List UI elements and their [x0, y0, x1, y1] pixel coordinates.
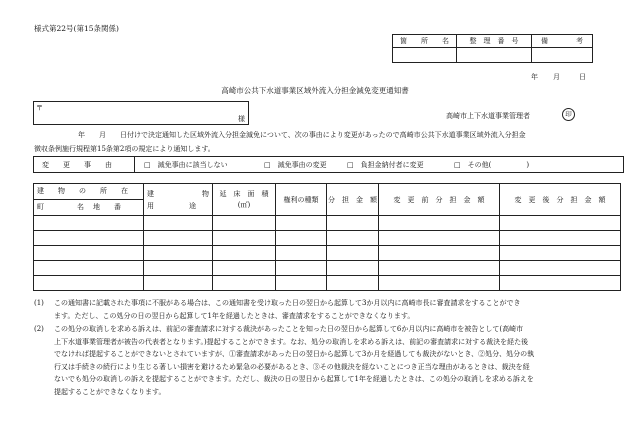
- reason-option-not-eligible[interactable]: □ 減免事由に該当しない: [144, 161, 228, 169]
- header-table: [392, 34, 593, 63]
- use-cell[interactable]: [144, 216, 213, 231]
- header-note-cell: [532, 35, 593, 48]
- header-ref-cell: [457, 35, 532, 48]
- building-location-title: 建 物 の 所 在: [34, 184, 143, 200]
- note-1: [34, 297, 624, 322]
- note-1-line-1: この通知書に記載された事項に不服がある場合は、この通知書を受け取った日の翌日から起算して3か月以内に高崎市長に審査請求をすることができ: [54, 299, 521, 307]
- note-2-label: (2): [34, 325, 44, 333]
- note-1-text: [34, 297, 624, 322]
- table-row: [34, 276, 621, 291]
- share-cell[interactable]: [327, 261, 379, 276]
- building-location-header: [34, 184, 144, 216]
- right-cell[interactable]: [276, 246, 327, 261]
- area-cell[interactable]: [213, 246, 276, 261]
- use-cell[interactable]: [144, 246, 213, 261]
- district-value[interactable]: [393, 48, 457, 63]
- sender-name: 高崎市上下水道事業管理者: [446, 112, 530, 120]
- building-use-char-2: 物: [202, 190, 209, 198]
- before-cell[interactable]: [379, 231, 500, 246]
- share-amount-label: 分 担 金 額: [328, 195, 377, 204]
- district-label: 箇 所 名: [400, 37, 449, 45]
- name-label: 名: [77, 203, 84, 211]
- area-cell[interactable]: [213, 216, 276, 231]
- seal-label: 印: [565, 110, 572, 118]
- after-amount-header: [500, 184, 621, 216]
- area-cell[interactable]: [213, 231, 276, 246]
- notes: [34, 297, 624, 398]
- remarks-label: 備 考: [541, 37, 583, 45]
- date-year: 年: [531, 73, 538, 81]
- before-cell[interactable]: [379, 276, 500, 291]
- note-2-line-6: 提起することができなくなります。: [54, 387, 166, 396]
- reason-divider: [134, 157, 135, 172]
- after-cell[interactable]: [500, 246, 621, 261]
- before-amount-label: 変 更 前 分 担 金 額: [393, 195, 485, 204]
- town-label: 町: [37, 203, 44, 211]
- area-cell[interactable]: [213, 276, 276, 291]
- postal-mark: 〒: [36, 104, 43, 112]
- right-type-label: 権利の種類: [283, 195, 319, 204]
- note-2-line-4: 行又は手続きの続行により生じる著しい損害を避けるため緊急の必要があるとき、③その他裁決を経ないことにつき正当な理由があるときは、裁決を経: [54, 362, 530, 371]
- after-amount-label: 変 更 後 分 担 金 額: [514, 195, 606, 204]
- note-2: [34, 323, 624, 398]
- location-cell[interactable]: [34, 276, 144, 291]
- note-2-line-3: でなければ提起することができないとされていますが、①審査請求があった日の翌日から起算して3か月を経過しても裁決がないとき、②処分、処分の執: [54, 350, 535, 358]
- before-amount-header: [379, 184, 500, 216]
- right-cell[interactable]: [276, 231, 327, 246]
- right-cell[interactable]: [276, 261, 327, 276]
- note-2-line-5: ないでも処分の取消しの訴えを提起することができます。ただし、裁決の日の翌日から起算して1年を経過したときは、この処分の取消しを求める訴えを: [54, 375, 534, 383]
- reference-number-label: 整 理 番 号: [469, 37, 519, 45]
- building-use-header: [144, 184, 213, 216]
- before-cell[interactable]: [379, 216, 500, 231]
- share-amount-header: [327, 184, 379, 216]
- header-district-cell: [393, 35, 457, 48]
- table-row: [34, 231, 621, 246]
- floor-area-unit: (㎡): [237, 200, 251, 209]
- date-day: 日: [579, 73, 586, 81]
- honorific: 様: [238, 115, 245, 123]
- building-use-line-2: 用 途: [147, 202, 196, 210]
- use-cell[interactable]: [144, 261, 213, 276]
- use-cell[interactable]: [144, 276, 213, 291]
- body-line-2: 徴収条例施行規程第15条第2項の規定により通知します。: [34, 145, 215, 153]
- lot-label: 地 番: [93, 203, 121, 211]
- seal-mark: [562, 108, 575, 121]
- note-2-text: [34, 323, 624, 398]
- location-cell[interactable]: [34, 231, 144, 246]
- note-2-line-2: 上下水道事業管理者が被告の代表者となります。)提起することができます。なお、処分の取消しを求める訴えは、前記の審査請求に対する裁決を経た後: [54, 337, 529, 346]
- change-reason-label: 変 更 事 由: [42, 161, 112, 169]
- location-sub-header: [34, 200, 143, 215]
- use-cell[interactable]: [144, 231, 213, 246]
- body-line-1: 年 月 日付けで決定通知した区域外流入分担金減免について、次の事由により変更があったので高崎市公共下水道事業区域外流入分担金: [64, 131, 526, 139]
- reference-number-value[interactable]: [457, 48, 532, 63]
- address-box[interactable]: [33, 101, 249, 125]
- after-cell[interactable]: [500, 261, 621, 276]
- right-cell[interactable]: [276, 216, 327, 231]
- change-reason-box: [33, 156, 624, 173]
- reason-option-change[interactable]: □ 減免事由の変更: [264, 161, 327, 169]
- floor-area-header: [213, 184, 276, 216]
- document-title: 高崎市公共下水道事業区域外流入分担金減免変更通知書: [221, 86, 409, 95]
- share-cell[interactable]: [327, 276, 379, 291]
- floor-area-label: 延 床 面 積: [219, 189, 269, 198]
- after-cell[interactable]: [500, 231, 621, 246]
- before-cell[interactable]: [379, 261, 500, 276]
- right-cell[interactable]: [276, 276, 327, 291]
- reason-option-other[interactable]: □ その他( ): [454, 161, 530, 169]
- table-row: [34, 216, 621, 231]
- location-cell[interactable]: [34, 216, 144, 231]
- form-number: 様式第22号(第15条関係): [34, 24, 119, 33]
- location-cell[interactable]: [34, 261, 144, 276]
- main-table: [33, 183, 621, 291]
- before-cell[interactable]: [379, 246, 500, 261]
- body-text: [34, 128, 624, 156]
- remarks-value[interactable]: [532, 48, 593, 63]
- table-row: [34, 261, 621, 276]
- note-1-label: (1): [34, 299, 44, 307]
- date-month: 月: [553, 73, 560, 81]
- reason-option-payer-change[interactable]: □ 負担金納付者に変更: [347, 161, 424, 169]
- note-2-line-1: この処分の取消しを求める訴えは、前記の審査請求に対する裁決があったことを知った日の翌日から起算して6か月以内に高崎市を被告として(高崎市: [54, 325, 524, 333]
- table-row: [34, 246, 621, 261]
- share-cell[interactable]: [327, 246, 379, 261]
- after-cell[interactable]: [500, 276, 621, 291]
- after-cell[interactable]: [500, 216, 621, 231]
- note-1-line-2: ます。ただし、この処分の日の翌日から起算して1年を経過したときは、審査請求をすることができなくなります。: [54, 311, 415, 320]
- share-cell[interactable]: [327, 231, 379, 246]
- right-type-header: [276, 184, 327, 216]
- share-cell[interactable]: [327, 216, 379, 231]
- area-cell[interactable]: [213, 261, 276, 276]
- building-use-char-1: 建: [147, 190, 154, 198]
- location-cell[interactable]: [34, 246, 144, 261]
